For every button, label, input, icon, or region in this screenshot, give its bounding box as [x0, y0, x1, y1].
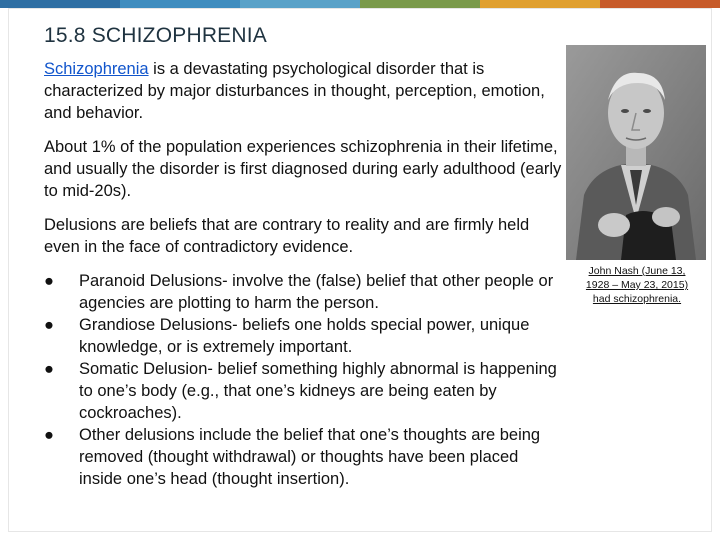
stripe-segment	[0, 0, 120, 8]
list-item	[44, 270, 564, 314]
slide-title: 15.8 SCHIZOPHRENIA	[44, 24, 267, 47]
stripe-segment	[480, 0, 600, 8]
bullet-term: Paranoid Delusions	[79, 272, 223, 290]
delusion-types-list	[44, 270, 564, 490]
bullet-text: - belief something highly abnormal is happening to one’s body (e.g., that one’s kidneys are being eaten by cockroaches).	[79, 360, 557, 422]
bullet-text: - involve the (false) belief that other people or agencies are plotting to harm the person.	[79, 272, 554, 312]
bullet-dot-icon: ●	[44, 360, 54, 378]
stripe-segment	[240, 0, 360, 8]
bullet-text: - beliefs one holds special power, unique knowledge, or is extremely important.	[79, 316, 530, 356]
bullet-dot-icon: ●	[44, 426, 54, 444]
bullet-dot-icon: ●	[44, 272, 54, 290]
paragraph-prevalence: About 1% of the population experiences schizophrenia in their lifetime, and usually the disorder is first diagnosed during early adulthood (early to mid-20s).	[44, 138, 562, 200]
bullet-term: Grandiose Delusions	[79, 316, 233, 334]
delusions-term: Delusions	[44, 216, 117, 234]
schizophrenia-link[interactable]: Schizophrenia	[44, 60, 149, 78]
stripe-segment	[360, 0, 480, 8]
paragraph-delusions	[44, 214, 564, 258]
top-accent-stripe	[0, 0, 720, 8]
bullet-text: Other delusions include the belief that one’s thoughts are being removed (thought withdrawal) or thoughts have been placed inside one’s head (thought insertion).	[79, 426, 541, 488]
paragraph-definition	[44, 58, 564, 124]
photo-caption-link[interactable]: John Nash (June 13, 1928 – May 23, 2015) had schizophrenia.	[585, 265, 689, 305]
list-item	[44, 358, 564, 424]
portrait-photo-icon	[566, 45, 706, 260]
list-item	[44, 424, 564, 490]
john-nash-photo	[566, 45, 706, 260]
stripe-segment	[120, 0, 240, 8]
stripe-segment	[600, 0, 720, 8]
slide-body	[44, 58, 564, 490]
definition-text: is a devastating psychological disorder that is characterized by major disturbances in thought, perception, emotion, and behavior.	[44, 60, 545, 122]
bullet-term: Somatic Delusion	[79, 360, 208, 378]
bullet-dot-icon: ●	[44, 316, 54, 334]
list-item	[44, 314, 564, 358]
delusions-definition: are beliefs that are contrary to reality and are firmly held even in the face of contradictory evidence.	[44, 216, 530, 256]
